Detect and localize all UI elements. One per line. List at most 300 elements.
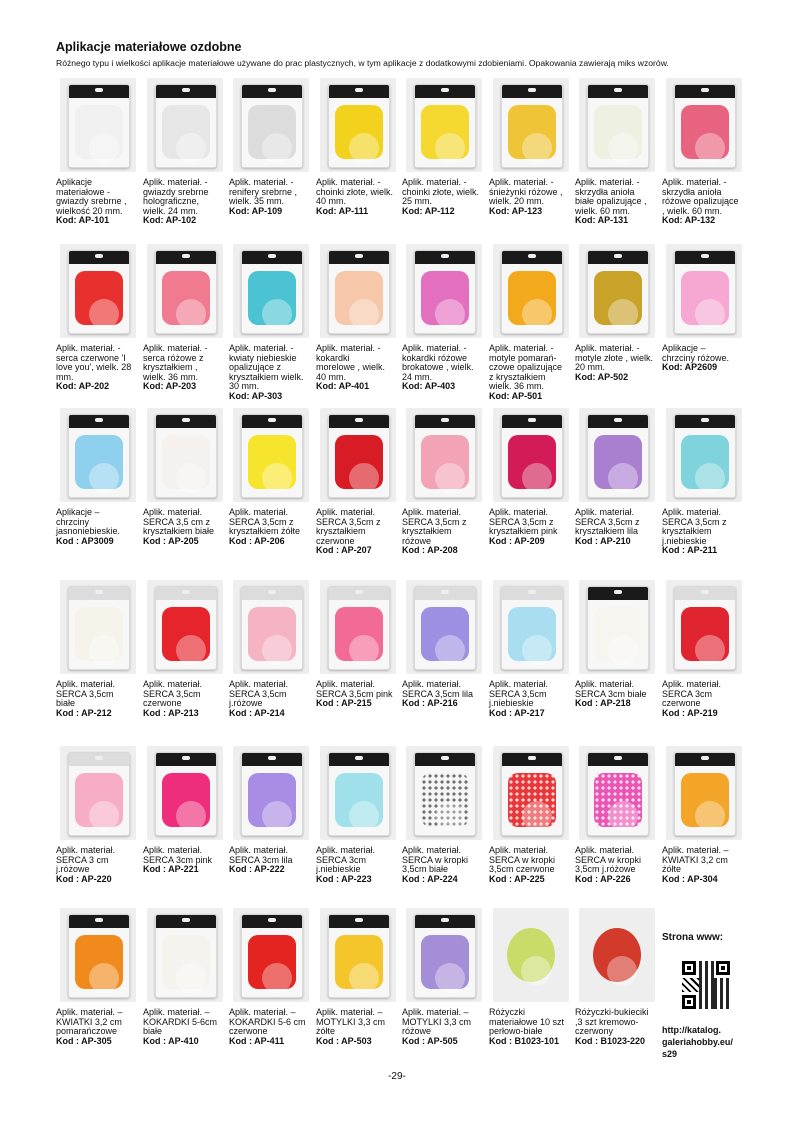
- product-description: Różyczki materiałowe 10 szt perłowo-białe: [489, 1007, 565, 1037]
- product-caption: [56, 1008, 144, 1046]
- product-code: Kod : B1023-220: [575, 1035, 646, 1046]
- product-caption: [316, 680, 404, 709]
- product-caption: [316, 1008, 404, 1046]
- product-highlight: [435, 299, 465, 329]
- product-highlight: [435, 635, 465, 665]
- package-header: [242, 753, 302, 766]
- product-code: Kod : AP-214: [229, 707, 285, 718]
- product-description: Aplik. materiał. - motyle złote , wielk. 20 mm.: [575, 343, 654, 373]
- product-package: [414, 586, 476, 670]
- product-package: [501, 414, 563, 498]
- product-description: Aplik. materiał. SERCA 3 cm j.różowe: [56, 845, 116, 875]
- product-photo: [233, 408, 309, 502]
- product-package: [155, 586, 217, 670]
- hang-hole: [182, 254, 190, 258]
- product-contents: [508, 773, 556, 827]
- package-header: [502, 587, 562, 600]
- product-contents: [248, 271, 296, 325]
- hang-hole: [355, 254, 363, 258]
- product-code: Kod : AP-410: [143, 1035, 199, 1046]
- hang-hole: [441, 756, 449, 760]
- product-contents: [594, 271, 642, 325]
- product-description: Aplik. materiał. SERCA 3,5cm białe: [56, 679, 116, 709]
- product-package: [68, 914, 130, 998]
- product-contents: [594, 435, 642, 489]
- product-photo: [320, 580, 396, 674]
- product-caption: [56, 178, 144, 226]
- hang-hole: [95, 88, 103, 92]
- product-caption: [229, 846, 317, 875]
- catalog-url-link[interactable]: http://katalog. galeriahobby.eu/ s29: [662, 1025, 733, 1059]
- package-header: [69, 915, 129, 928]
- product-contents: [162, 773, 210, 827]
- product-code: Kod: AP-502: [575, 371, 629, 382]
- product-code: Kod: AP-109: [229, 205, 283, 216]
- product-code: Kod: AP-123: [489, 205, 543, 216]
- product-photo: [406, 908, 482, 1002]
- product-code: Kod : AP-223: [316, 873, 372, 884]
- package-header: [675, 587, 735, 600]
- product-highlight: [176, 133, 206, 163]
- hang-hole: [701, 88, 709, 92]
- hang-hole: [441, 918, 449, 922]
- product-description: Aplik. materiał. - choinki złote, wielk. 25 mm.: [402, 177, 480, 207]
- product-highlight: [349, 963, 379, 993]
- product-photo: [320, 408, 396, 502]
- product-description: Aplikacje materiałowe - gwiazdy srebrne , wielkość 20 mm.: [56, 177, 127, 216]
- qr-code[interactable]: [682, 961, 730, 1009]
- page-number: -29-: [388, 1071, 406, 1082]
- product-highlight: [262, 635, 292, 665]
- product-caption: [662, 508, 750, 556]
- package-header: [588, 415, 648, 428]
- product-package: [241, 414, 303, 498]
- product-highlight: [608, 635, 638, 665]
- product-highlight: [349, 801, 379, 831]
- product-description: Aplik. materiał. SERCA 3,5cm j.różowe: [229, 679, 289, 709]
- hang-hole: [701, 756, 709, 760]
- product-package: [155, 752, 217, 836]
- product-highlight: [349, 463, 379, 493]
- product-highlight: [608, 299, 638, 329]
- product-photo: [60, 580, 136, 674]
- product-package: [587, 586, 649, 670]
- product-highlight: [695, 299, 725, 329]
- hang-hole: [268, 88, 276, 92]
- package-header: [588, 85, 648, 98]
- product-photo: [493, 408, 569, 502]
- hang-hole: [528, 254, 536, 258]
- product-description: Aplik. materiał. - kokardki różowe brokatowe , wielk. 24 mm.: [402, 343, 474, 382]
- product-description: Aplik. materiał. SERCA 3,5cm z kryształkiem różowe: [402, 507, 467, 546]
- product-highlight: [695, 463, 725, 493]
- product-contents: [335, 607, 383, 661]
- hang-hole: [182, 88, 190, 92]
- package-header: [329, 915, 389, 928]
- product-photo: [579, 408, 655, 502]
- product-code: Kod : AP-304: [662, 873, 718, 884]
- product-caption: [316, 846, 404, 884]
- product-highlight: [89, 963, 119, 993]
- product-package: [501, 250, 563, 334]
- product-photo: [579, 908, 655, 1002]
- product-caption: [229, 1008, 317, 1046]
- package-header: [329, 753, 389, 766]
- product-photo: [406, 78, 482, 172]
- product-code: Kod : AP-221: [143, 864, 199, 875]
- product-contents: [162, 271, 210, 325]
- product-package: [328, 752, 390, 836]
- package-header: [415, 415, 475, 428]
- product-package: [501, 752, 563, 836]
- product-description: Aplik. materiał. - serca czerwone 'I love you', wielk. 28 mm.: [56, 343, 132, 382]
- product-highlight: [608, 133, 638, 163]
- package-header: [156, 587, 216, 600]
- product-code: Kod : AP-208: [402, 545, 458, 556]
- product-caption: [56, 846, 144, 884]
- product-description: Aplik. materiał. SERCA 3cm czerwone: [662, 679, 722, 709]
- product-caption: [402, 680, 490, 709]
- product-highlight: [695, 801, 725, 831]
- product-package: [414, 84, 476, 168]
- product-package: [674, 250, 736, 334]
- product-description: Aplik. materiał. - kokardki morelowe , wielk. 40 mm.: [316, 343, 386, 382]
- product-photo: [493, 908, 569, 1002]
- product-caption: [143, 178, 231, 226]
- product-description: Aplik. materiał. SERCA 3,5cm pink: [316, 679, 393, 699]
- product-description: Aplik. materiał. SERCA 3,5cm z kryształkiem czerwone: [316, 507, 381, 546]
- product-photo: [406, 580, 482, 674]
- package-header: [242, 415, 302, 428]
- package-header: [69, 251, 129, 264]
- product-caption: [575, 680, 663, 709]
- product-package: [587, 752, 649, 836]
- product-code: Kod : AP-205: [143, 535, 199, 546]
- product-contents: [508, 271, 556, 325]
- hang-hole: [441, 254, 449, 258]
- product-highlight: [435, 133, 465, 163]
- product-contents: [162, 607, 210, 661]
- product-code: Kod : B1023-101: [489, 1035, 560, 1046]
- hang-hole: [95, 590, 103, 594]
- product-description: Aplik. materiał. SERCA 3,5cm z kryształkiem pink: [489, 507, 558, 537]
- hang-hole: [268, 254, 276, 258]
- product-caption: [489, 680, 577, 718]
- product-caption: [143, 1008, 231, 1046]
- product-photo: [60, 408, 136, 502]
- product-highlight: [176, 635, 206, 665]
- product-description: Różyczki-bukieciki ,3 szt kremowo- czerwony: [575, 1007, 649, 1037]
- package-header: [502, 251, 562, 264]
- product-photo: [666, 408, 742, 502]
- product-contents: [594, 773, 642, 827]
- product-contents: [507, 928, 555, 982]
- product-description: Aplik. materiał. - kwiaty niebieskie opalizujące z kryształkiem wielk. 30 mm.: [229, 343, 304, 392]
- package-header: [329, 415, 389, 428]
- product-package: [414, 914, 476, 998]
- product-contents: [248, 773, 296, 827]
- product-caption: [575, 846, 663, 884]
- product-description: Aplik. materiał. SERCA 3,5 cm z kryształkiem białe: [143, 507, 215, 537]
- product-highlight: [608, 801, 638, 831]
- product-photo: [233, 580, 309, 674]
- package-header: [502, 753, 562, 766]
- product-highlight: [262, 801, 292, 831]
- product-code: Kod: AP-111: [316, 205, 369, 216]
- product-photo: [666, 244, 742, 338]
- package-header: [675, 753, 735, 766]
- product-caption: [662, 178, 750, 226]
- product-photo: [60, 746, 136, 840]
- product-code: Kod: AP-131: [575, 215, 629, 226]
- product-contents: [75, 935, 123, 989]
- product-photo: [406, 408, 482, 502]
- product-code: Kod : AP-207: [316, 545, 372, 556]
- product-caption: [143, 680, 231, 718]
- product-package: [587, 414, 649, 498]
- www-label: Strona www:: [662, 932, 724, 943]
- product-package: [501, 84, 563, 168]
- product-caption: [402, 178, 490, 216]
- product-code: Kod : AP-215: [316, 698, 372, 709]
- product-highlight: [262, 963, 292, 993]
- product-contents: [75, 773, 123, 827]
- product-description: Aplik. materiał. - skrzydła anioła różowe opalizujące , wielk. 60 mm.: [662, 177, 739, 216]
- product-contents: [421, 773, 469, 827]
- product-code: Kod : AP-217: [489, 707, 545, 718]
- product-photo: [320, 244, 396, 338]
- hang-hole: [614, 418, 622, 422]
- product-code: Kod: AP-101: [56, 215, 110, 226]
- product-highlight: [89, 801, 119, 831]
- package-header: [415, 251, 475, 264]
- hang-hole: [268, 756, 276, 760]
- product-highlight: [522, 463, 552, 493]
- product-package: [587, 84, 649, 168]
- product-contents: [421, 435, 469, 489]
- product-caption: [575, 508, 663, 546]
- product-highlight: [522, 801, 552, 831]
- product-photo: [147, 580, 223, 674]
- hang-hole: [182, 756, 190, 760]
- product-package: [155, 414, 217, 498]
- package-header: [242, 251, 302, 264]
- product-photo: [493, 580, 569, 674]
- product-highlight: [435, 963, 465, 993]
- product-contents: [162, 105, 210, 159]
- product-photo: [666, 746, 742, 840]
- product-photo: [147, 746, 223, 840]
- product-caption: [56, 508, 144, 546]
- product-highlight: [262, 133, 292, 163]
- product-package: [155, 250, 217, 334]
- product-description: Aplik. materiał. SERCA w kropki 3,5cm białe: [402, 845, 469, 875]
- product-highlight: [522, 133, 552, 163]
- package-header: [329, 587, 389, 600]
- product-description: Aplik. materiał. - śnieżynki różowe , wielk. 20 mm.: [489, 177, 563, 207]
- product-photo: [666, 580, 742, 674]
- product-code: Kod : AP-226: [575, 873, 631, 884]
- product-description: Aplikacje – chrzciny jasnoniebieskie.: [56, 507, 121, 537]
- product-code: Kod : AP-218: [575, 698, 631, 709]
- product-contents: [421, 105, 469, 159]
- product-package: [68, 250, 130, 334]
- product-code: Kod : AP-211: [662, 545, 718, 556]
- product-photo: [60, 78, 136, 172]
- product-code: Kod: AP2609: [662, 362, 718, 373]
- product-contents: [162, 935, 210, 989]
- product-package: [241, 914, 303, 998]
- product-caption: [575, 1008, 663, 1046]
- hang-hole: [95, 418, 103, 422]
- package-header: [69, 587, 129, 600]
- product-description: Aplik. materiał. SERCA 3cm j.niebieskie: [316, 845, 376, 875]
- product-highlight: [176, 963, 206, 993]
- product-package: [501, 914, 561, 996]
- product-highlight: [262, 299, 292, 329]
- product-highlight: [89, 133, 119, 163]
- hang-hole: [355, 88, 363, 92]
- product-contents: [248, 607, 296, 661]
- product-photo: [406, 746, 482, 840]
- product-description: Aplik. materiał. - choinki złote, wielk. 40 mm.: [316, 177, 394, 207]
- product-caption: [316, 508, 404, 556]
- product-code: Kod: AP-501: [489, 390, 543, 401]
- product-description: Aplik. materiał. SERCA 3,5cm j.niebieskie: [489, 679, 549, 709]
- product-code: Kod : AP-213: [143, 707, 199, 718]
- product-code: Kod: AP-401: [316, 381, 370, 392]
- package-header: [415, 753, 475, 766]
- product-code: Kod : AP-222: [229, 864, 285, 875]
- product-contents: [681, 773, 729, 827]
- product-photo: [406, 244, 482, 338]
- product-code: Kod : AP-220: [56, 873, 112, 884]
- product-description: Aplik. materiał. - serca różowe z kryształkiem , wielk. 36 mm.: [143, 343, 208, 382]
- product-contents: [75, 435, 123, 489]
- product-package: [587, 914, 647, 996]
- product-description: Aplik. materiał. SERCA 3,5cm z kryształkiem j.niebieskie: [662, 507, 727, 546]
- package-header: [588, 587, 648, 600]
- product-code: Kod : AP-206: [229, 535, 285, 546]
- product-caption: [143, 846, 231, 875]
- product-package: [241, 84, 303, 168]
- product-caption: [489, 178, 577, 216]
- product-package: [155, 914, 217, 998]
- product-photo: [147, 78, 223, 172]
- hang-hole: [182, 590, 190, 594]
- package-header: [242, 85, 302, 98]
- product-caption: [662, 846, 750, 884]
- hang-hole: [614, 590, 622, 594]
- product-description: Aplik. materiał. – MOTYLKI 3,3 cm różowe: [402, 1007, 472, 1037]
- product-photo: [147, 408, 223, 502]
- product-code: Kod: AP-132: [662, 215, 716, 226]
- product-photo: [579, 580, 655, 674]
- product-contents: [681, 271, 729, 325]
- product-highlight: [262, 463, 292, 493]
- product-description: Aplikacje – chrzciny różowe.: [662, 343, 730, 363]
- product-code: Kod: AP-203: [143, 381, 197, 392]
- product-caption: [402, 344, 490, 392]
- product-code: Kod : AP-411: [229, 1035, 285, 1046]
- product-highlight: [607, 956, 637, 986]
- product-package: [68, 84, 130, 168]
- package-header: [69, 85, 129, 98]
- product-code: Kod: AP-112: [402, 205, 455, 216]
- product-photo: [320, 746, 396, 840]
- product-code: Kod : AP-216: [402, 698, 458, 709]
- product-package: [241, 586, 303, 670]
- product-highlight: [349, 635, 379, 665]
- hang-hole: [614, 756, 622, 760]
- package-header: [156, 85, 216, 98]
- product-description: Aplik. materiał. - motyle pomarań- czowe opalizujące z kryształkiem wielk. 36 mm.: [489, 343, 563, 392]
- product-photo: [320, 78, 396, 172]
- hang-hole: [528, 756, 536, 760]
- product-package: [587, 250, 649, 334]
- package-header: [69, 415, 129, 428]
- product-package: [328, 586, 390, 670]
- product-caption: [662, 344, 750, 373]
- product-description: Aplik. materiał. SERCA w kropki 3,5cm j.różowe: [575, 845, 642, 875]
- product-caption: [143, 344, 231, 392]
- product-caption: [662, 680, 750, 718]
- product-description: Aplik. materiał. SERCA 3,5cm czerwone: [143, 679, 203, 709]
- product-photo: [233, 908, 309, 1002]
- package-header: [156, 251, 216, 264]
- product-photo: [320, 908, 396, 1002]
- product-code: Kod : AP-503: [316, 1035, 372, 1046]
- product-contents: [681, 607, 729, 661]
- hang-hole: [614, 88, 622, 92]
- package-header: [588, 753, 648, 766]
- hang-hole: [355, 590, 363, 594]
- hang-hole: [528, 418, 536, 422]
- product-package: [674, 84, 736, 168]
- product-caption: [316, 178, 404, 216]
- product-package: [241, 752, 303, 836]
- product-code: Kod: AP-202: [56, 381, 110, 392]
- product-highlight: [695, 635, 725, 665]
- product-description: Aplik. materiał. SERCA 3,5cm z kryształkiem żółte: [229, 507, 301, 537]
- product-package: [328, 414, 390, 498]
- hang-hole: [95, 756, 103, 760]
- product-contents: [335, 105, 383, 159]
- product-package: [68, 414, 130, 498]
- product-description: Aplik. materiał. – KOKARDKI 5-6cm białe: [143, 1007, 218, 1037]
- product-caption: [229, 508, 317, 546]
- product-highlight: [89, 635, 119, 665]
- product-caption: [402, 508, 490, 556]
- product-highlight: [435, 801, 465, 831]
- product-code: Kod : AP-212: [56, 707, 112, 718]
- product-highlight: [89, 299, 119, 329]
- product-code: Kod : AP-219: [662, 707, 718, 718]
- product-description: Aplik. materiał. SERCA 3cm lila: [229, 845, 293, 865]
- product-contents: [75, 271, 123, 325]
- product-code: Kod : AP-505: [402, 1035, 458, 1046]
- product-contents: [508, 435, 556, 489]
- product-contents: [248, 105, 296, 159]
- package-header: [329, 251, 389, 264]
- product-highlight: [349, 299, 379, 329]
- product-caption: [489, 846, 577, 884]
- package-header: [675, 85, 735, 98]
- product-highlight: [349, 133, 379, 163]
- package-header: [329, 85, 389, 98]
- product-caption: [489, 344, 577, 402]
- product-highlight: [89, 463, 119, 493]
